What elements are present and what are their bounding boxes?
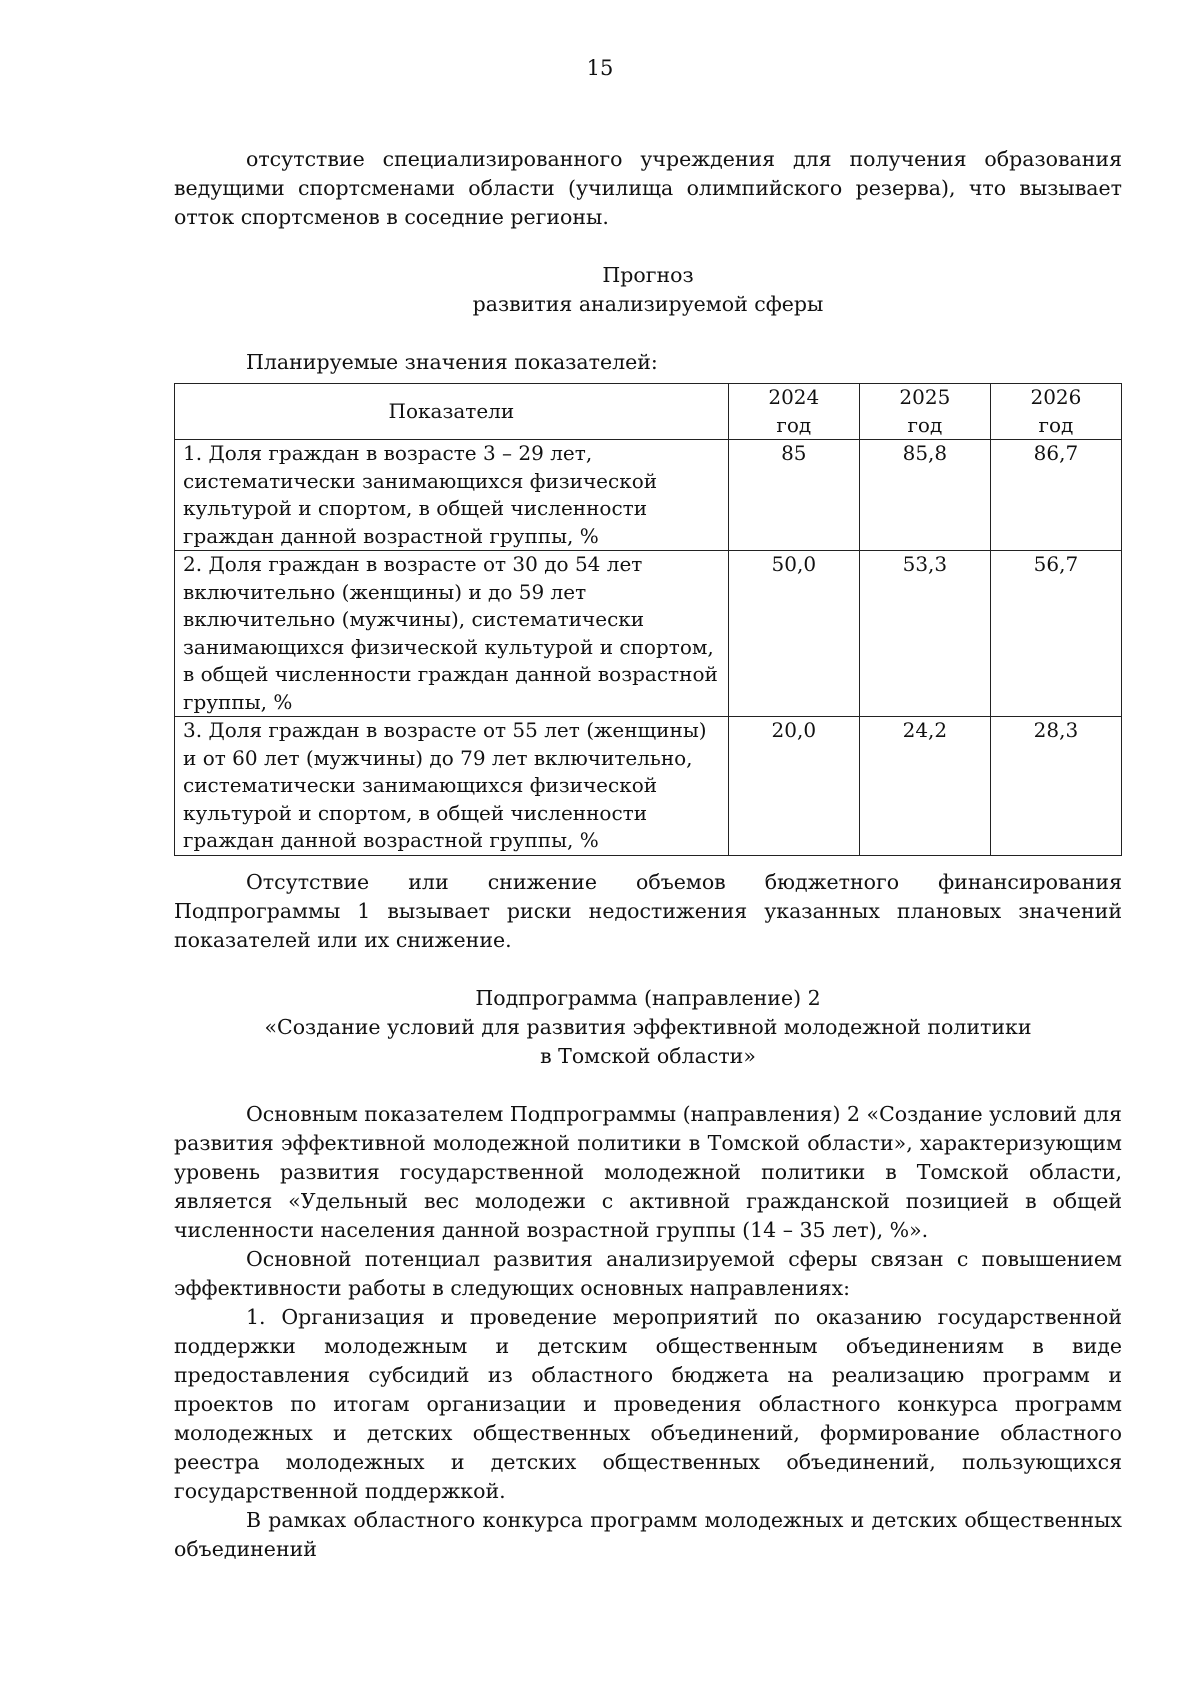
indicator-name: 2. Доля граждан в возрасте от 30 до 54 лет включительно (женщины) и до 59 лет включительно (мужчины), систематически занимающихся физической культурой и спортом, в общей численности граждан данной возрастной группы, % (175, 551, 729, 717)
header-year-2024 (728, 384, 859, 440)
header-indicator: Показатели (175, 384, 729, 440)
table-row (175, 717, 1122, 856)
potential-paragraph: Основной потенциал развития анализируемой сферы связан с повышением эффективности работы в следующих основных направлениях: (174, 1246, 1122, 1300)
value-2026: 28,3 (990, 717, 1121, 856)
subprogram-heading-line3: в Томской области» (540, 1043, 756, 1068)
value-2024: 20,0 (728, 717, 859, 856)
subprogram-heading-line1: Подпрограмма (направление) 2 (475, 985, 821, 1010)
intro-paragraph: отсутствие специализированного учреждения для получения образования ведущими спортсменами области (училища олимпийского резерва), что вызывает отток спортсменов в соседние регионы. (174, 147, 1122, 229)
document-body (174, 145, 1122, 1564)
forecast-heading-line2: развития анализируемой сферы (472, 292, 824, 316)
value-2026: 86,7 (990, 440, 1121, 551)
header-year-value: 2026 (1030, 385, 1082, 409)
table-row (175, 551, 1122, 717)
subprogram-heading-line2: «Создание условий для развития эффективной молодежной политики (264, 1014, 1032, 1039)
header-year-value: 2025 (899, 385, 951, 409)
main-indicator-paragraph: Основным показателем Подпрограммы (направления) 2 «Создание условий для развития эффективной молодежной политики в Томской области», характеризующим уровень развития государственной молодежной политики в Томской области, является «Удельный вес молодежи с активной гражданской позицией в общей численности населения данной возрастной группы (14 – 35 лет), %». (174, 1101, 1122, 1242)
indicator-name: 1. Доля граждан в возрасте 3 – 29 лет, систематически занимающихся физической культурой и спортом, в общей численности граждан данной возрастной группы, % (175, 440, 729, 551)
planned-values-label: Планируемые значения показателей: (246, 350, 658, 374)
header-year-unit: год (776, 412, 812, 437)
header-year-value: 2024 (768, 385, 820, 409)
header-year-2025 (859, 384, 990, 440)
value-2025: 53,3 (859, 551, 990, 717)
header-year-unit: год (1038, 412, 1074, 437)
contest-paragraph: В рамках областного конкурса программ молодежных и детских общественных объединений (174, 1507, 1122, 1561)
value-2025: 85,8 (859, 440, 990, 551)
value-2024: 50,0 (728, 551, 859, 717)
header-year-2026 (990, 384, 1121, 440)
indicator-name: 3. Доля граждан в возрасте от 55 лет (женщины) и от 60 лет (мужчины) до 79 лет включительно, систематически занимающихся физической культурой и спортом, в общей численности граждан данной возрастной группы, % (175, 717, 729, 856)
value-2024: 85 (728, 440, 859, 551)
forecast-heading (174, 261, 1122, 319)
header-year-unit: год (907, 412, 943, 437)
risk-paragraph: Отсутствие или снижение объемов бюджетного финансирования Подпрограммы 1 вызывает риски недостижения указанных плановых значений показателей или их снижение. (174, 869, 1122, 952)
table-row (175, 440, 1122, 551)
value-2026: 56,7 (990, 551, 1121, 717)
subprogram-heading (174, 984, 1122, 1071)
table-header-row (175, 384, 1122, 440)
indicators-table (174, 383, 1122, 856)
page-number: 15 (586, 56, 614, 80)
forecast-heading-line1: Прогноз (602, 263, 694, 287)
direction-1-paragraph: 1. Организация и проведение мероприятий по оказанию государственной поддержки молодежным и детским общественным объединениям в виде предоставления субсидий из областного бюджета на реализацию программ и проектов по итогам организации и проведения областного конкурса программ молодежных и детских общественных объединений, формирование областного реестра молодежных и детских общественных объединений, пользующихся государственной поддержкой. (174, 1304, 1122, 1503)
value-2025: 24,2 (859, 717, 990, 856)
